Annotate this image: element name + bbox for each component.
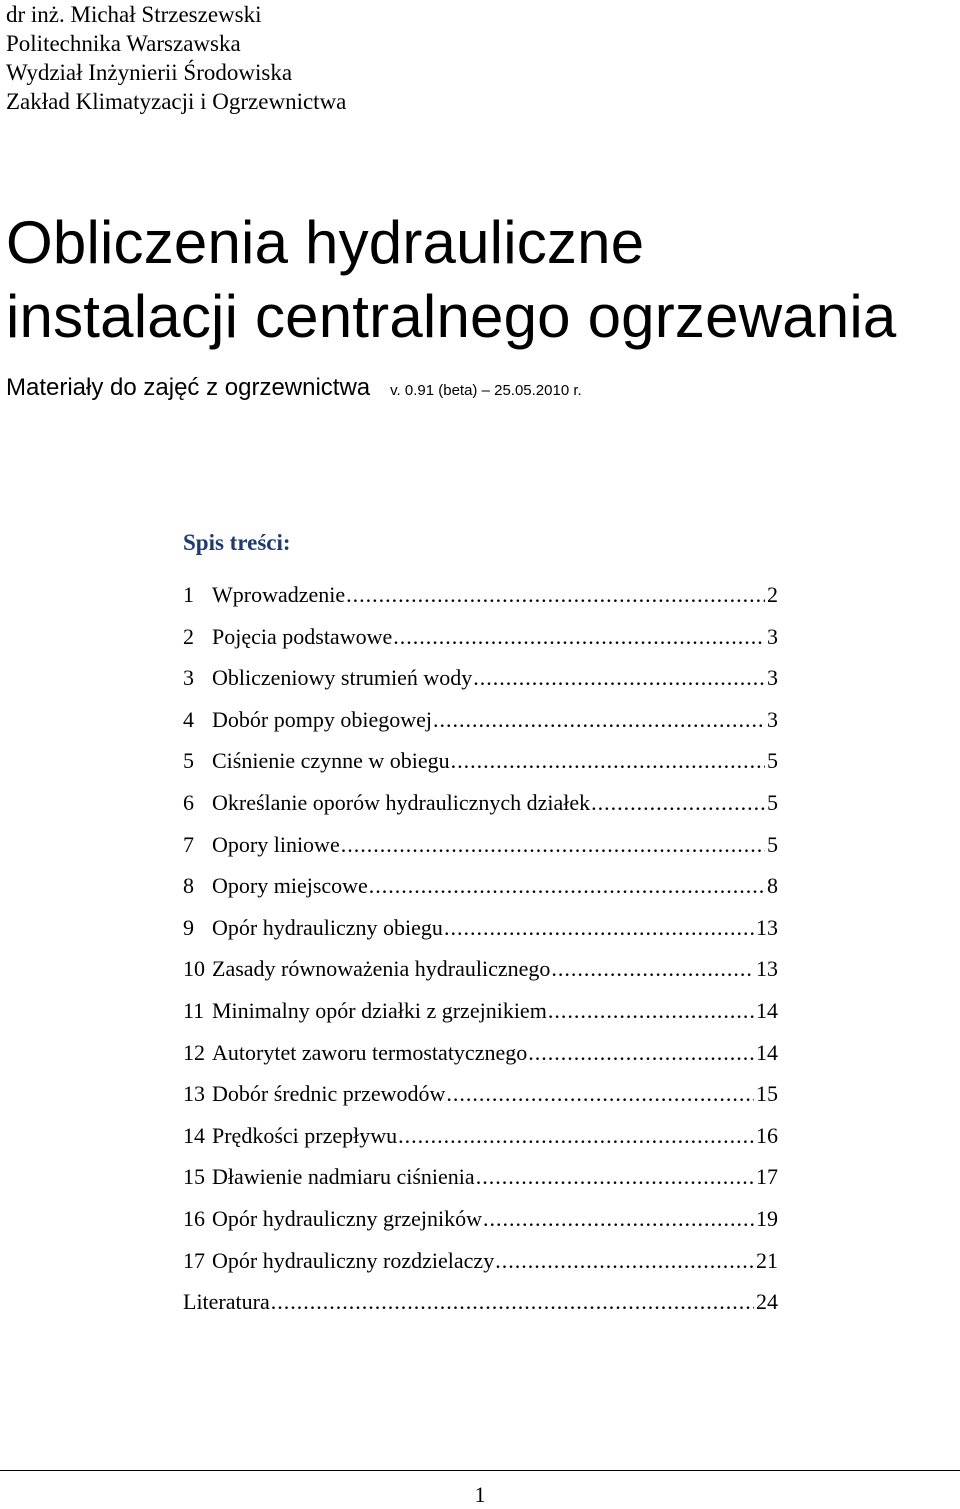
toc-dot-leader (548, 998, 754, 1024)
title-line-2: instalacji centralnego ogrzewania (6, 283, 897, 350)
toc-entry-title: Minimalny opór działki z grzejnikiem (212, 997, 547, 1023)
toc-entry[interactable] (183, 790, 778, 832)
toc-dot-leader (271, 1289, 754, 1315)
toc-entry[interactable] (183, 582, 778, 624)
toc-entry-page: 3 (767, 623, 778, 649)
toc-entry-number: 15 (183, 1164, 205, 1190)
toc-entry-number: 4 (183, 706, 194, 732)
subtitle-main: Materiały do zajęć z ogrzewnictwa (6, 374, 371, 401)
subtitle (6, 374, 582, 402)
toc-entry[interactable] (183, 1164, 778, 1206)
department-name: Zakład Klimatyzacji i Ogrzewnictwa (6, 89, 347, 114)
toc-entry-title: Opór hydrauliczny obiegu (212, 914, 443, 940)
toc-dot-leader (341, 832, 765, 858)
toc-entry-title: Autorytet zaworu termostatycznego (212, 1039, 528, 1065)
toc-entry-title: Opór hydrauliczny rozdzielaczy (212, 1247, 495, 1273)
toc-heading: Spis treści: (183, 530, 291, 555)
toc-dot-leader (433, 707, 765, 733)
toc-dot-leader (551, 956, 754, 982)
toc-entry[interactable] (183, 1040, 778, 1082)
toc-entry-number: 16 (183, 1205, 205, 1231)
toc-entry-title: Obliczeniowy strumień wody (212, 665, 473, 691)
toc-dot-leader (444, 915, 754, 941)
toc-entry-number: 1 (183, 582, 194, 607)
toc-entry-number: 12 (183, 1039, 205, 1065)
toc-entry-page: 2 (767, 582, 778, 607)
toc-entry-title: Ciśnienie czynne w obiegu (212, 748, 450, 774)
toc-dot-leader (393, 624, 765, 650)
toc-entry-page: 14 (756, 1039, 778, 1065)
toc-entry-page: 13 (756, 914, 778, 940)
toc-entry-number: 10 (183, 956, 205, 982)
toc-dot-leader (398, 1123, 754, 1149)
toc-dot-leader (483, 1206, 754, 1232)
toc-entry[interactable] (183, 998, 778, 1040)
toc-entry-number: 17 (183, 1247, 205, 1273)
toc-entry-title: Wprowadzenie (212, 582, 346, 607)
toc-entry-title: Określanie oporów hydraulicznych działek (212, 789, 591, 815)
toc-dot-leader (528, 1040, 754, 1066)
university-name: Politechnika Warszawska (6, 31, 241, 56)
toc-entry-page: 13 (756, 956, 778, 982)
toc-entry-page: 14 (756, 997, 778, 1023)
toc-entry-number: 11 (183, 997, 205, 1023)
toc-entry-title: Prędkości przepływu (212, 1122, 398, 1148)
toc-entry-number: 5 (183, 748, 194, 774)
toc-dot-leader (476, 1164, 754, 1190)
toc-entry[interactable] (183, 873, 778, 915)
toc-dot-leader (369, 873, 765, 899)
toc-entry-page: 17 (756, 1164, 778, 1190)
page-number: 1 (474, 1482, 486, 1507)
toc-entry-number: 13 (183, 1081, 205, 1107)
toc-entry-title: Opory miejscowe (212, 873, 368, 899)
toc-entry[interactable] (183, 1248, 778, 1290)
toc-entry[interactable] (183, 1123, 778, 1165)
toc-entry[interactable] (183, 707, 778, 749)
toc-entry-number: 7 (183, 831, 194, 857)
toc-entry[interactable] (183, 1206, 778, 1248)
toc-entry-title: Pojęcia podstawowe (212, 623, 393, 649)
toc-entry[interactable] (183, 832, 778, 874)
toc-entry-page: 24 (756, 1289, 778, 1315)
author-name: dr inż. Michał Strzeszewski (6, 2, 262, 27)
toc-dot-leader (451, 748, 765, 774)
toc-entry-number: 3 (183, 665, 194, 691)
faculty-name: Wydział Inżynierii Środowiska (6, 60, 293, 85)
toc-entry-number: 8 (183, 873, 194, 899)
toc-entry-title: Zasady równoważenia hydraulicznego (212, 956, 551, 982)
toc-dot-leader (591, 790, 765, 816)
toc-entry-page: 21 (756, 1247, 778, 1273)
toc-entry[interactable] (183, 665, 778, 707)
toc-dot-leader (446, 1081, 754, 1107)
toc-dot-leader (346, 582, 765, 608)
toc-entry-number: 14 (183, 1122, 205, 1148)
toc-entry-title: Dobór średnic przewodów (212, 1081, 446, 1107)
table-of-contents (183, 582, 778, 1331)
toc-entry-title: Opory liniowe (212, 831, 340, 857)
toc-entry-page: 15 (756, 1081, 778, 1107)
toc-entry-number: 9 (183, 914, 194, 940)
toc-entry-number: 2 (183, 623, 194, 649)
version-info: v. 0.91 (beta) – 25.05.2010 r. (390, 382, 582, 399)
title-line-1: Obliczenia hydrauliczne (6, 209, 645, 276)
toc-entry-page: 8 (767, 873, 778, 899)
toc-entry-title: Literatura (183, 1289, 270, 1315)
toc-dot-leader (495, 1248, 754, 1274)
footer-divider (0, 1470, 960, 1471)
toc-entry-page: 19 (756, 1205, 778, 1231)
toc-entry[interactable] (183, 956, 778, 998)
toc-entry[interactable] (183, 1081, 778, 1123)
toc-entry[interactable] (183, 748, 778, 790)
toc-entry-number: 6 (183, 789, 194, 815)
toc-entry[interactable] (183, 624, 778, 666)
toc-entry-title: Dławienie nadmiaru ciśnienia (212, 1164, 475, 1190)
toc-entry[interactable] (183, 1289, 778, 1331)
toc-dot-leader (473, 665, 765, 691)
toc-entry-page: 5 (767, 748, 778, 774)
toc-entry-page: 16 (756, 1122, 778, 1148)
document-title (6, 206, 896, 354)
toc-entry-title: Dobór pompy obiegowej (212, 706, 432, 732)
author-block (6, 0, 346, 116)
toc-entry-page: 5 (767, 789, 778, 815)
toc-entry-page: 3 (767, 706, 778, 732)
toc-entry-page: 3 (767, 665, 778, 691)
toc-entry-page: 5 (767, 831, 778, 857)
toc-entry[interactable] (183, 915, 778, 957)
toc-entry-title: Opór hydrauliczny grzejników (212, 1205, 483, 1231)
